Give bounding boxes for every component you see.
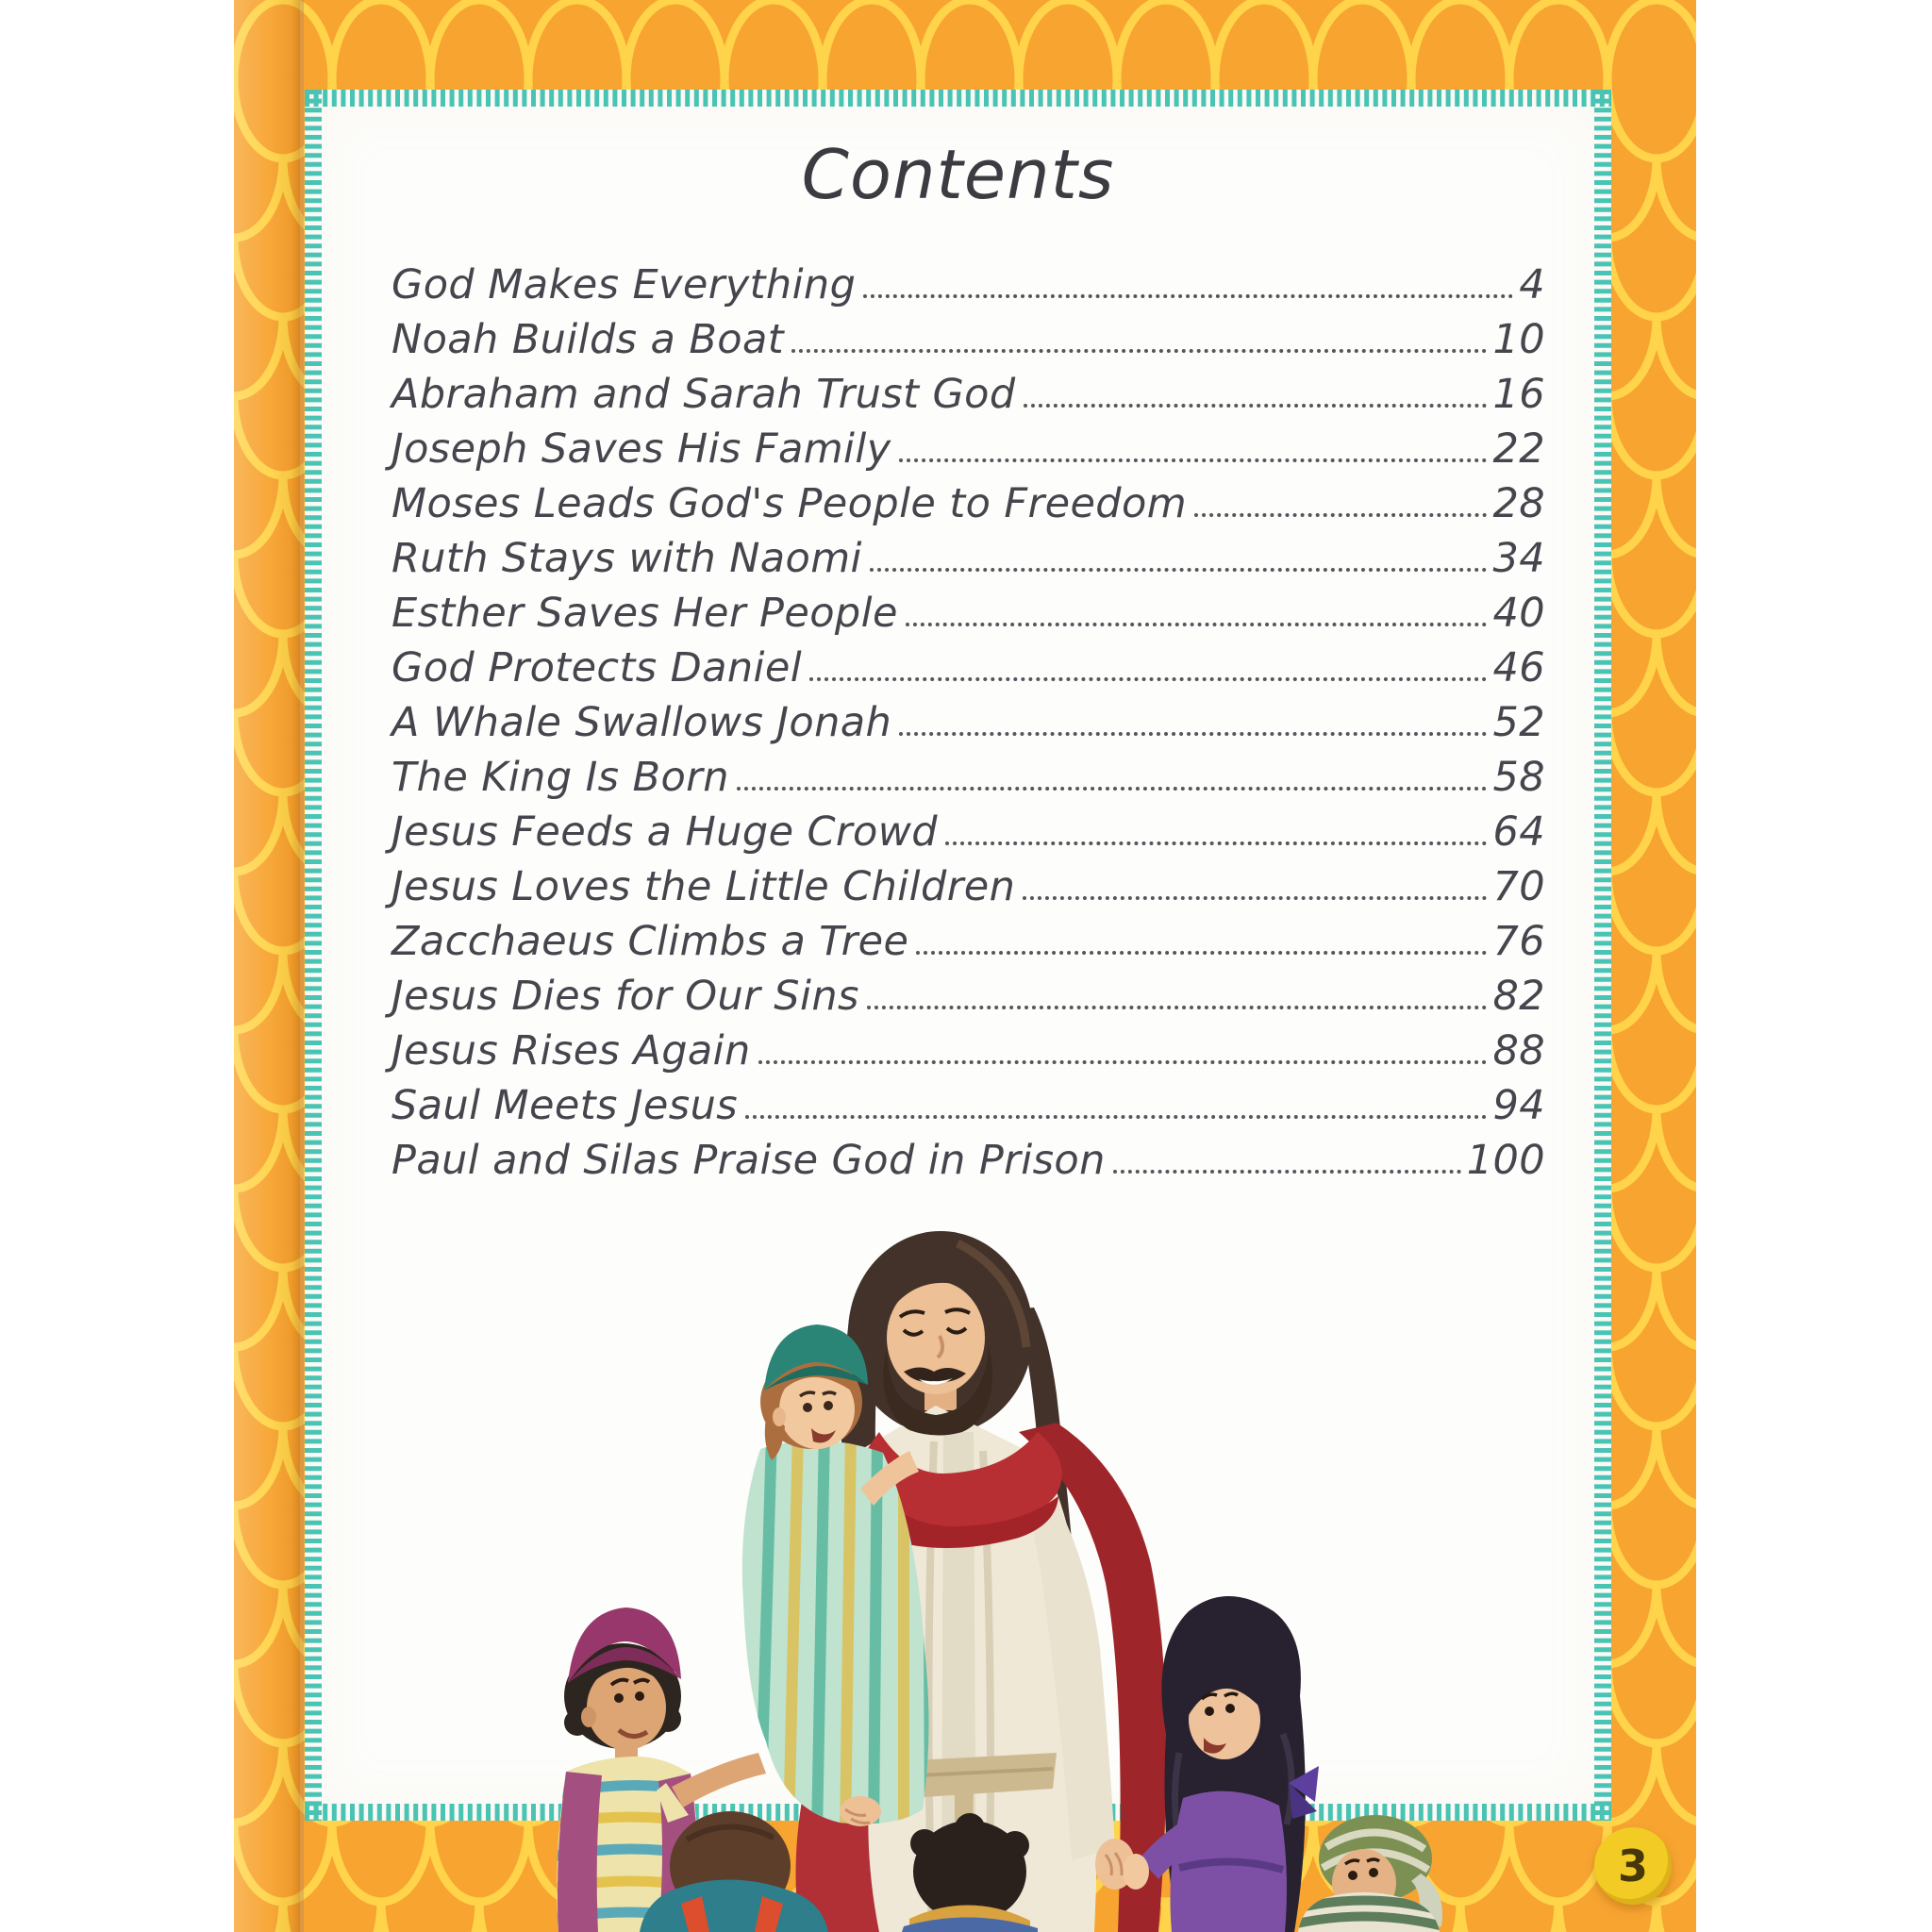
toc-entry-title: Noah Builds a Boat bbox=[391, 315, 784, 363]
toc-entry-page-number: 76 bbox=[1492, 917, 1545, 965]
page-title: Contents bbox=[801, 135, 1115, 214]
toc-entry-page-number: 40 bbox=[1492, 589, 1545, 637]
dotted-leader bbox=[791, 349, 1487, 353]
toc-entry bbox=[391, 1073, 1545, 1127]
toc-entry bbox=[391, 690, 1545, 744]
dotted-leader bbox=[1194, 513, 1487, 517]
toc-entry-title: Abraham and Sarah Trust God bbox=[391, 370, 1016, 418]
toc-entry-page-number: 4 bbox=[1519, 260, 1545, 308]
toc-entry-page-number: 16 bbox=[1492, 370, 1545, 418]
dotted-leader bbox=[863, 294, 1513, 298]
toc-entry bbox=[391, 908, 1545, 963]
toc-entry-title: Paul and Silas Praise God in Prison bbox=[391, 1136, 1106, 1184]
toc-entry-page-number: 58 bbox=[1492, 753, 1545, 801]
toc-entry-title: Joseph Saves His Family bbox=[391, 425, 891, 473]
toc-entry-title: Saul Meets Jesus bbox=[391, 1081, 739, 1129]
dotted-leader bbox=[758, 1060, 1488, 1064]
toc-entry bbox=[391, 1127, 1545, 1182]
right-back-boy-figure bbox=[1292, 1815, 1443, 1932]
left-boy-vest bbox=[558, 1772, 602, 1932]
dotted-leader bbox=[737, 787, 1488, 791]
dotted-leader bbox=[899, 458, 1488, 462]
toc-entry-title: A Whale Swallows Jonah bbox=[391, 698, 892, 746]
toc-entry bbox=[391, 416, 1545, 471]
jesus-with-children-illustration bbox=[528, 1206, 1472, 1932]
toc-entry-title: Zacchaeus Climbs a Tree bbox=[391, 917, 909, 965]
toc-entry bbox=[391, 799, 1545, 854]
toc-entry bbox=[391, 580, 1545, 635]
dotted-leader bbox=[745, 1115, 1487, 1119]
toc-entry bbox=[391, 252, 1545, 307]
toc-entry-page-number: 28 bbox=[1492, 479, 1545, 527]
book-photo bbox=[234, 0, 1696, 1932]
dotted-leader bbox=[1024, 404, 1488, 408]
toc-entry bbox=[391, 1018, 1545, 1073]
toc-entry-page-number: 82 bbox=[1492, 972, 1545, 1020]
toc-entry bbox=[391, 361, 1545, 416]
toc-entry bbox=[391, 307, 1545, 361]
toc-entry-title: Jesus Feeds a Huge Crowd bbox=[391, 808, 938, 856]
toc-entry-page-number: 88 bbox=[1492, 1026, 1545, 1074]
toc-entry-page-number: 64 bbox=[1492, 808, 1545, 856]
toc-entry-page-number: 22 bbox=[1492, 425, 1545, 473]
toc-entry-title: God Protects Daniel bbox=[391, 643, 803, 691]
toc-entry-title: Esther Saves Her People bbox=[391, 589, 898, 637]
table-of-contents bbox=[391, 252, 1545, 1182]
dotted-leader bbox=[867, 1006, 1488, 1009]
toc-entry-page-number: 94 bbox=[1492, 1081, 1545, 1129]
toc-entry-title: Moses Leads God's People to Freedom bbox=[391, 479, 1187, 527]
toc-entry-page-number: 46 bbox=[1492, 643, 1545, 691]
toc-entry-title: The King Is Born bbox=[391, 753, 729, 801]
toc-entry bbox=[391, 525, 1545, 580]
toc-entry-title: Jesus Loves the Little Children bbox=[391, 862, 1016, 910]
toc-entry-page-number: 100 bbox=[1466, 1136, 1545, 1184]
toc-entry-title: Jesus Dies for Our Sins bbox=[391, 972, 859, 1020]
dotted-leader bbox=[899, 732, 1487, 736]
book-spine-crease bbox=[234, 0, 304, 1932]
dotted-leader bbox=[906, 623, 1488, 626]
toc-entry-page-number: 70 bbox=[1492, 862, 1545, 910]
toc-entry bbox=[391, 635, 1545, 690]
toc-entry bbox=[391, 471, 1545, 525]
dotted-leader bbox=[1023, 896, 1487, 900]
toc-entry-title: God Makes Everything bbox=[391, 260, 857, 308]
page-number-badge bbox=[1594, 1827, 1672, 1905]
toc-entry bbox=[391, 744, 1545, 799]
dotted-leader bbox=[1113, 1170, 1461, 1174]
dotted-leader bbox=[916, 951, 1487, 955]
toc-entry-page-number: 52 bbox=[1492, 698, 1545, 746]
toc-entry bbox=[391, 854, 1545, 908]
page-number: 3 bbox=[1617, 1840, 1648, 1891]
toc-entry-title: Jesus Rises Again bbox=[391, 1026, 751, 1074]
toc-entry-title: Ruth Stays with Naomi bbox=[391, 534, 862, 582]
dotted-leader bbox=[945, 841, 1487, 845]
dotted-leader bbox=[870, 568, 1488, 572]
dotted-leader bbox=[809, 677, 1487, 681]
toc-entry-page-number: 34 bbox=[1492, 534, 1545, 582]
toc-entry bbox=[391, 963, 1545, 1018]
toc-entry-page-number: 10 bbox=[1492, 315, 1545, 363]
